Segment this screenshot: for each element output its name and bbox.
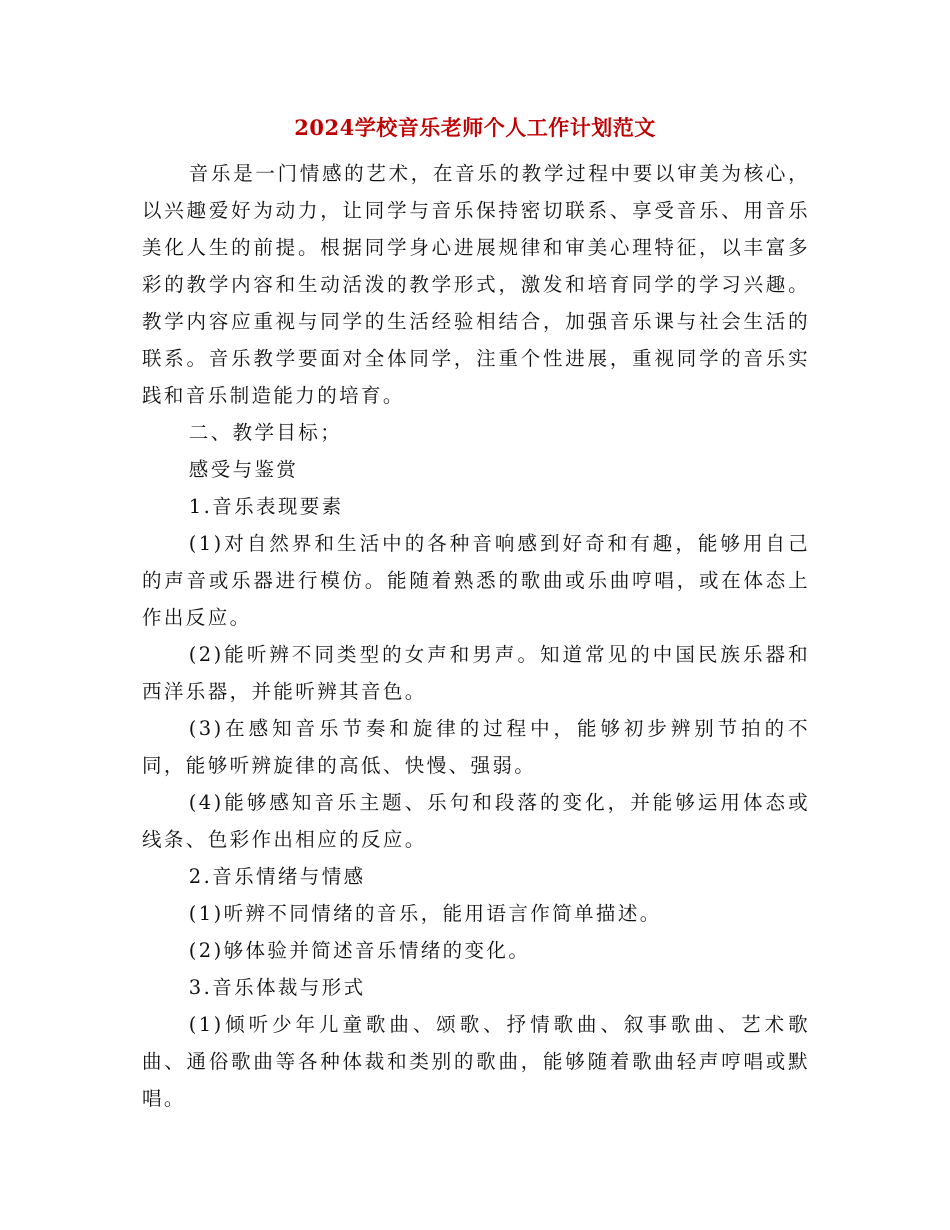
- paragraph-intro: 音乐是一门情感的艺术，在音乐的教学过程中要以审美为核心，以兴趣爱好为动力，让同学与音乐保持密切联系、享受音乐、用音乐美化人生的前提。根据同学身心进展规律和审美心理特征，以丰富多彩的教学内容和生动活泼的教学形式，激发和培育同学的学习兴趣。教学内容应重视与同学的生活经验相结合，加强音乐课与社会生活的联系。音乐教学要面对全体同学，注重个性进展，重视同学的音乐实践和音乐制造能力的培育。: [142, 162, 810, 407]
- item-heading-emotion: 2.音乐情绪与情感: [188, 865, 366, 888]
- list-item-1-4: (4)能够感知音乐主题、乐句和段落的变化，并能够运用体态或线条、色彩作出相应的反应。: [142, 791, 810, 851]
- list-item-2-2: (2)够体验并简述音乐情绪的变化。: [188, 939, 531, 962]
- item-heading-genre-form: 3.音乐体裁与形式: [188, 976, 366, 999]
- list-item-1-2: (2)能听辨不同类型的女声和男声。知道常见的中国民族乐器和西洋乐器，并能听辨其音色。: [142, 643, 810, 703]
- section-heading-goals: 二、教学目标；: [188, 421, 343, 444]
- subsection-heading-appreciation: 感受与鉴赏: [188, 458, 299, 481]
- item-heading-expression-elements: 1.音乐表现要素: [188, 495, 344, 518]
- list-item-3-1: (1)倾听少年儿童歌曲、颂歌、抒情歌曲、叙事歌曲、艺术歌曲、通俗歌曲等各种体裁和类别的歌曲，能够随着歌曲轻声哼唱或默唱。: [142, 1013, 810, 1110]
- list-item-1-3: (3)在感知音乐节奏和旋律的过程中，能够初步辨别节拍的不同，能够听辨旋律的高低、快慢、强弱。: [142, 717, 810, 777]
- document-title: 2024学校音乐老师个人工作计划范文: [294, 115, 656, 140]
- document-body: [142, 155, 810, 1117]
- list-item-2-1: (1)听辨不同情绪的音乐，能用语言作简单描述。: [188, 902, 662, 925]
- list-item-1-1: (1)对自然界和生活中的各种音响感到好奇和有趣，能够用自己的声音或乐器进行模仿。能随着熟悉的歌曲或乐曲哼唱，或在体态上作出反应。: [142, 532, 810, 629]
